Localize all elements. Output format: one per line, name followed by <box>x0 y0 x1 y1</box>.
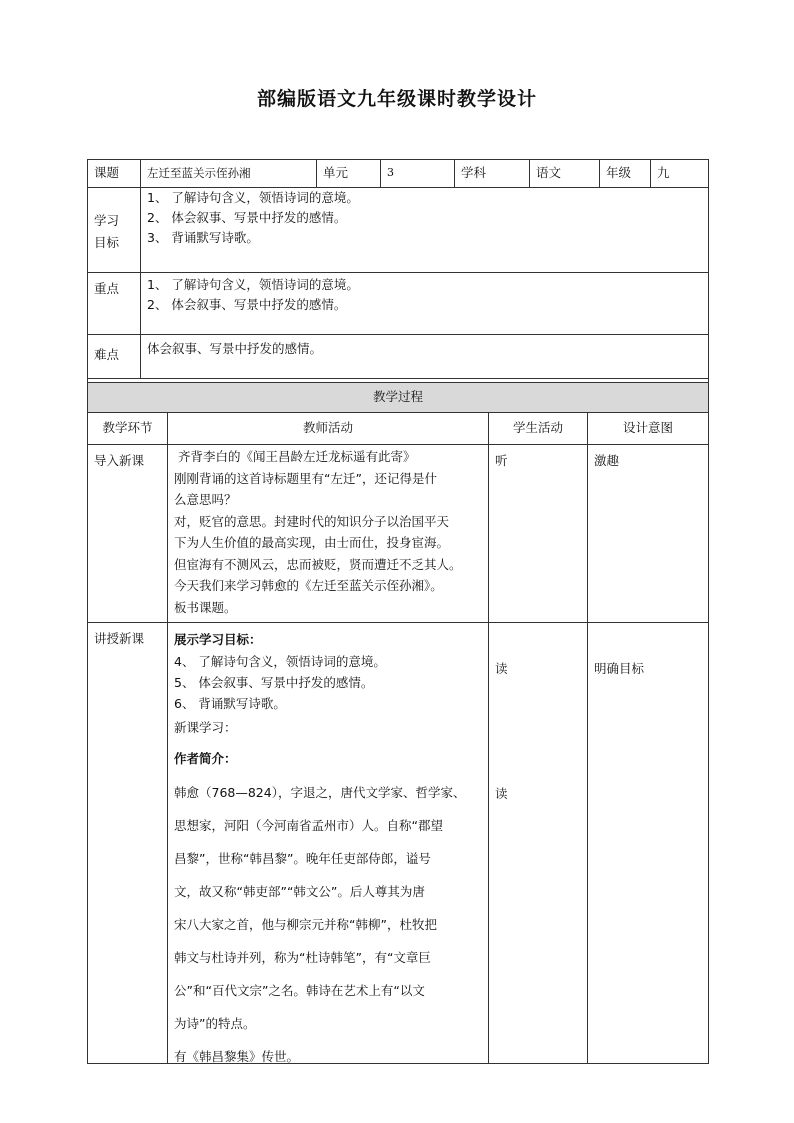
intro-student: 听 <box>489 445 588 622</box>
col-student-header: 学生活动 <box>489 413 588 444</box>
author-line: 为诗”的特点。 <box>174 1016 256 1031</box>
key-points-row <box>88 273 708 335</box>
goal-item: 1、 了解诗句含义，领悟诗词的意境。 <box>147 190 359 205</box>
intro-line: 齐背李白的《闻王昌龄左迁龙标遥有此寄》 <box>178 449 416 464</box>
intro-teacher <box>168 445 489 622</box>
intro-line: 今天我们来学习韩愈的《左迁至蓝关示侄孙湘》。 <box>174 578 443 593</box>
intro-row <box>88 445 708 623</box>
lesson-plan-table <box>87 159 709 1064</box>
col-stage-header: 教学环节 <box>88 413 168 444</box>
author-line: 公”和“百代文宗”之名。韩诗在艺术上有“以文 <box>174 983 425 998</box>
topic-label: 课题 <box>88 160 141 187</box>
author-line: 文，故又称“韩吏部”“韩文公”。后人尊其为唐 <box>174 884 425 899</box>
author-line: 宋八大家之首，他与柳宗元并称“韩柳”，杜牧把 <box>174 917 437 932</box>
col-intent-header: 设计意图 <box>622 420 673 435</box>
show-goals-heading: 展示学习目标： <box>174 632 262 647</box>
intro-line: 么意思吗？ <box>174 492 237 507</box>
goals-label: 学习 目标 <box>88 188 141 272</box>
difficulty-content: 体会叙事、写景中抒发的感情。 <box>147 341 323 356</box>
intro-line: 板书课题。 <box>174 599 237 615</box>
key-point-item: 2、 体会叙事、写景中抒发的感情。 <box>147 297 347 312</box>
lesson-teacher <box>168 623 489 1063</box>
intro-intent: 激趣 <box>594 453 620 468</box>
col-teacher-header: 教师活动 <box>168 413 489 444</box>
lesson-student-2: 读 <box>495 786 508 801</box>
process-columns-row <box>88 413 708 445</box>
intro-line: 下为人生价值的最高实现，由士而仕，投身宦海。 <box>174 535 450 550</box>
lesson-goal-item: 5、 体会叙事、写景中抒发的感情。 <box>174 675 374 690</box>
difficulty-label: 难点 <box>88 335 141 378</box>
author-line: 韩文与杜诗并列，称为“杜诗韩笔”，有“文章巨 <box>174 950 431 965</box>
grade-value: 九 <box>657 165 670 180</box>
author-line: 思想家，河阳（今河南省孟州市）人。自称“郡望 <box>174 818 443 833</box>
lesson-row <box>88 623 708 1063</box>
intro-line: 刚刚背诵的这首诗标题里有“左迁”，还记得是什 <box>174 470 437 486</box>
intro-line: 对，贬官的意思。封建时代的知识分子以治国平天 <box>174 513 450 529</box>
subject-label: 学科 <box>455 160 530 187</box>
intro-stage: 导入新课 <box>88 445 168 622</box>
new-lesson-label: 新课学习： <box>174 720 237 735</box>
intro-line: 但宦海有不测风云，忠而被贬，贤而遭迁不乏其人。 <box>174 556 462 572</box>
goal-item: 2、 体会叙事、写景中抒发的感情。 <box>147 210 347 225</box>
unit-label: 单元 <box>317 160 381 187</box>
lesson-student <box>489 623 588 1063</box>
document-title: 部编版语文九年级课时教学设计 <box>256 88 537 110</box>
lesson-goal-item: 4、 了解诗句含义，领悟诗词的意境。 <box>174 654 386 669</box>
process-heading: 教学过程 <box>372 389 423 404</box>
subject-value: 语文 <box>530 160 600 187</box>
header-row <box>88 160 708 188</box>
lesson-goal-item: 6、 背诵默写诗歌。 <box>174 696 286 711</box>
key-point-item: 1、 了解诗句含义，领悟诗词的意境。 <box>147 277 359 292</box>
topic-value: 左迁至蓝关示侄孙湘 <box>141 160 317 187</box>
grade-label: 年级 <box>600 160 651 187</box>
author-line: 韩愈（768—824），字退之，唐代文学家、哲学家、 <box>174 785 466 800</box>
difficulty-row <box>88 335 708 379</box>
author-heading: 作者简介： <box>174 751 237 766</box>
process-heading-row <box>88 383 708 413</box>
author-line: 有《韩昌黎集》传世。 <box>174 1049 300 1064</box>
unit-value: 3 <box>381 160 455 187</box>
author-line: 昌黎”，世称“韩昌黎”。晚年任吏部侍郎，谥号 <box>174 851 431 866</box>
lesson-stage: 讲授新课 <box>88 623 168 1063</box>
lesson-student-1: 读 <box>495 661 508 676</box>
goal-item: 3、 背诵默写诗歌。 <box>147 230 259 245</box>
goals-row <box>88 188 708 273</box>
goals-content <box>141 188 708 272</box>
key-points-label: 重点 <box>88 273 141 334</box>
key-points-content <box>141 273 708 334</box>
lesson-intent-text: 明确目标 <box>594 661 645 676</box>
lesson-intent <box>588 623 708 1063</box>
author-bio <box>174 776 482 1073</box>
